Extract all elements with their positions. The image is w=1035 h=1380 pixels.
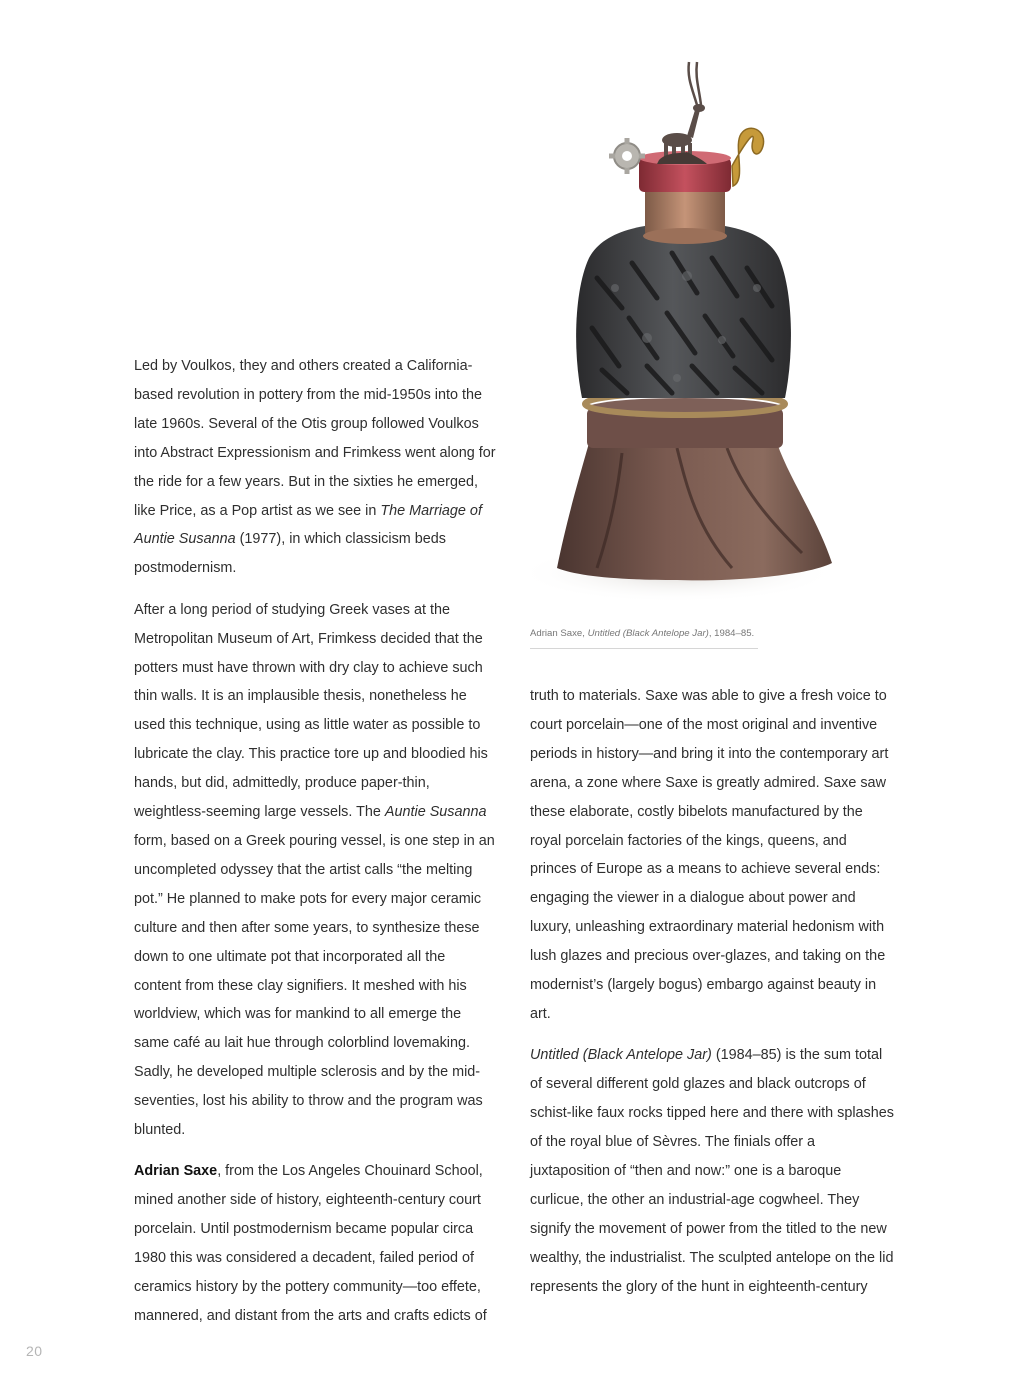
paragraph-voulkos-revolution: Led by Voulkos, they and others created a California-based revolution in pottery from the mid-1950s into the late 1960s. Several of the Otis group followed Voulkos into Abstract Expressionism and Frimkess went along for the ride for a few years. But in the sixties he emerged, like Price, as a Pop artist as we see in The Marriage of Auntie Susanna (1977), in which classicism beds postmodernism. bbox=[134, 358, 496, 577]
artwork-image-black-antelope-jar bbox=[527, 48, 839, 608]
artwork-title-auntie-susanna: Auntie Susanna bbox=[384, 804, 487, 821]
paragraph-black-antelope-jar: Untitled (Black Antelope Jar) (1984–85) is the sum total of several different gold glazes and black outcrops of schist-like faux rocks tipped here and there with splashes of the royal blue of Sèvres. The finials offer a juxtaposition of “then and now:” one is a baroque curlicue, the other an industrial-age cogwheel. They signify the movement of power from the titled to the new wealthy, the industrialist. The sculpted antelope on the lid represents the glory of the hunt in eighteenth-century bbox=[530, 1047, 894, 1295]
left-text-column bbox=[134, 352, 496, 1343]
paragraph-frimkess-greek-vases: After a long period of studying Greek vases at the Metropolitan Museum of Art, Frimkess decided that the potters must have thrown with dry clay to achieve such thin walls. It is an implausible thesis, nonetheless he used this technique, using as little water as possible to lubricate the clay. This practice tore up and bloodied his hands, but did, admittedly, produce paper-thin, weightless-seeming large vessels. The Auntie Susanna form, based on a Greek pouring vessel, is one step in an uncompleted odyssey that the artist calls “the melting pot.” He planned to make pots for every major ceramic culture and then after some years, to synthesize these down to one ultimate pot that incorporated all the content from these clay signifiers. It meshed with his worldview, which was for mankind to all emerge the same café au lait hue through colorblind lovemaking. Sadly, he developed multiple sclerosis and by the mid-seventies, lost his ability to throw and the program was blunted. bbox=[134, 601, 495, 1139]
figure-caption: Adrian Saxe, Untitled (Black Antelope Jar), 1984–85. bbox=[530, 628, 758, 649]
artwork-title-marriage-of-auntie-susanna: The Marriage of Auntie Susanna bbox=[134, 502, 482, 548]
right-text-column bbox=[530, 682, 894, 1314]
paragraph-saxe-court-porcelain: truth to materials. Saxe was able to give a fresh voice to court porcelain—one of the most original and inventive periods in history—and bring it into the contemporary art arena, a zone where Saxe is greatly admired. Saxe saw these elaborate, costly bibelots manufactured by the royal porcelain factories of the kings, queens, and princes of Europe as a means to achieve several ends: engaging the viewer in a dialogue about power and luxury, unleashing extraordinary material hedonism with lush glazes and precious over-glazes, and taking on the modernist’s (largely bogus) embargo against beauty in art. bbox=[530, 688, 889, 1022]
caption-artwork-title: Untitled (Black Antelope Jar) bbox=[587, 628, 709, 639]
artwork-title-untitled-black-antelope-jar: Untitled (Black Antelope Jar) bbox=[530, 1047, 712, 1064]
page-number: 20 bbox=[26, 1343, 43, 1359]
paragraph-adrian-saxe-intro: Adrian Saxe, from the Los Angeles Chouinard School, mined another side of history, eighteenth-century court porcelain. Until postmodernism became popular circa 1980 this was considered a decadent, failed period of ceramics history by the pottery community—too effete, mannered, and distant from the arts and crafts edicts of bbox=[134, 1163, 487, 1324]
artist-name-adrian-saxe: Adrian Saxe bbox=[134, 1163, 218, 1180]
